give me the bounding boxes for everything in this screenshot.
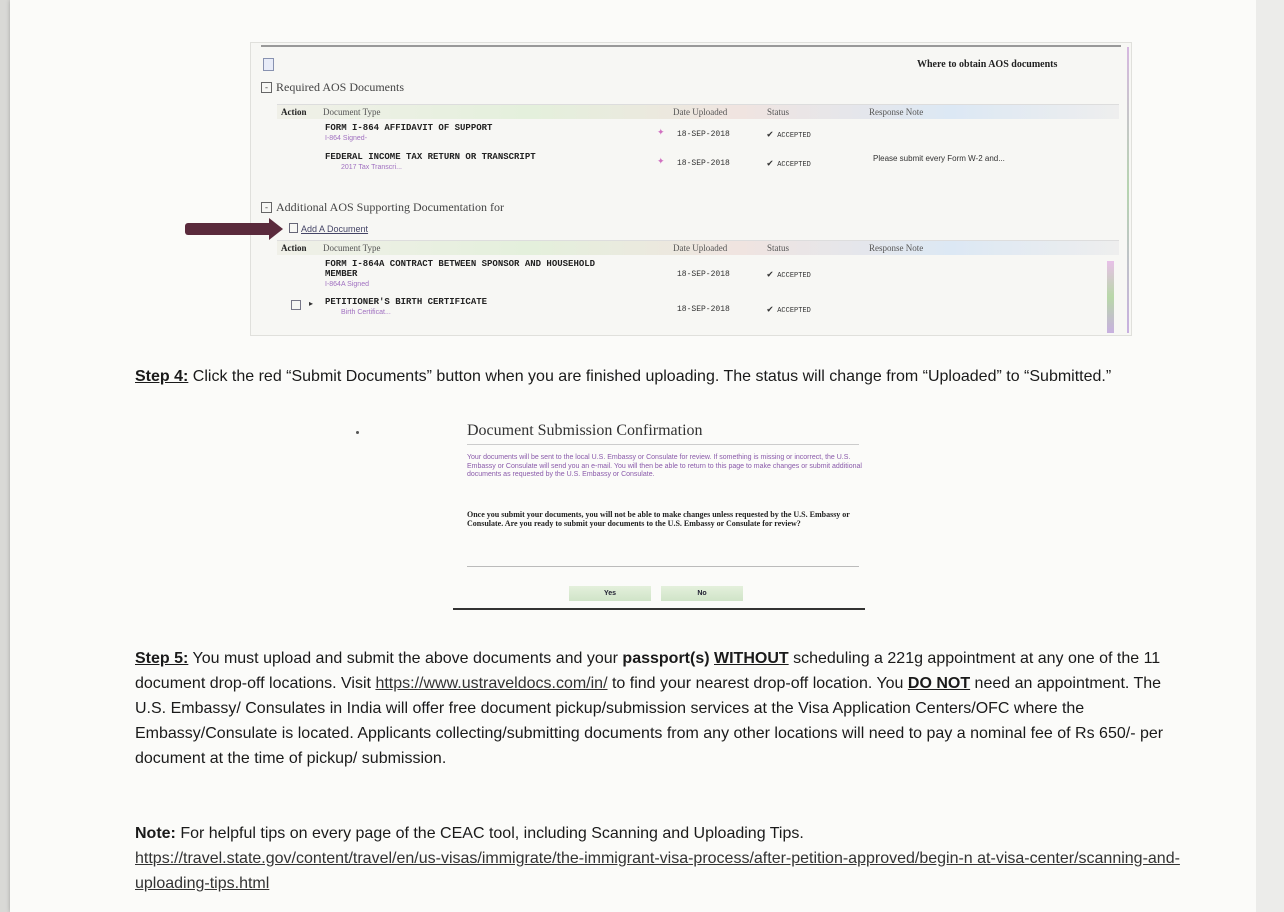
speck bbox=[356, 431, 359, 434]
step5-text-2: scheduling a 221g appointment at any one of the 11 document drop-off locations. Visit bbox=[135, 650, 1161, 692]
col-action: Action bbox=[281, 243, 307, 253]
step5-text-4: need an appointment. The U.S. Embassy/ Consulates in India will offer free document pickup/submission services at the Visa Application Centers/OFC where the Embassy/Consulate is located. Applicants collecting/submitting documents from any other locations will need to pay a nominal fee of Rs 650/- per document at the time of pickup/ submission. bbox=[135, 675, 1164, 767]
title-divider bbox=[467, 444, 859, 445]
col-date-uploaded: Date Uploaded bbox=[673, 243, 728, 253]
step5-text-1: You must upload and submit the above documents and your bbox=[188, 650, 623, 667]
step5-text-3: to find your nearest drop-off location. You bbox=[607, 675, 908, 692]
doc-type: FORM I-864 AFFIDAVIT OF SUPPORT bbox=[325, 123, 493, 133]
date-uploaded: 18-SEP-2018 bbox=[677, 270, 730, 279]
passport-emphasis: passport(s) bbox=[622, 650, 710, 667]
date-uploaded: 18-SEP-2018 bbox=[677, 159, 730, 168]
collapse-icon[interactable]: - bbox=[261, 202, 272, 213]
col-response-note: Response Note bbox=[869, 107, 924, 117]
additional-table-header bbox=[277, 240, 1119, 255]
document-icon bbox=[263, 58, 274, 71]
required-section-title: Required AOS Documents bbox=[276, 80, 404, 94]
dialog-info-text: Your documents will be sent to the local U.S. Embassy or Consulate for review. If something is missing or incorrect, the U.S. Embassy or Consulate will send you an e-mail. You will then be able to return to this page to make changes or submit additional documents as requested by the U.S. Embassy or Consulate. bbox=[467, 454, 862, 478]
doc-subtitle-link[interactable]: I-864 Signed- bbox=[325, 135, 368, 142]
attachment-icon: ✦ bbox=[657, 156, 665, 166]
check-icon: ✔ bbox=[767, 270, 774, 281]
without-emphasis: WITHOUT bbox=[714, 650, 789, 667]
response-note: Please submit every Form W-2 and... bbox=[873, 154, 1005, 163]
doc-type: PETITIONER'S BIRTH CERTIFICATE bbox=[325, 297, 488, 307]
step5-label: Step 5: bbox=[135, 650, 189, 667]
attachment-icon: ✦ bbox=[657, 127, 665, 137]
check-icon: ✔ bbox=[767, 130, 774, 141]
step4-text: Click the red “Submit Documents” button when you are finished uploading. The status will change from “Uploaded” to “Submitted.” bbox=[188, 368, 1112, 385]
do-not-emphasis: DO NOT bbox=[907, 675, 971, 692]
date-uploaded: 18-SEP-2018 bbox=[677, 130, 730, 139]
col-status: Status bbox=[767, 107, 790, 117]
yes-button[interactable]: Yes bbox=[569, 586, 651, 601]
status: ✔ ACCEPTED bbox=[767, 305, 811, 316]
col-document-type: Document Type bbox=[323, 107, 381, 117]
step4-paragraph bbox=[135, 364, 1185, 389]
add-document-icon bbox=[289, 223, 298, 233]
dialog-bottom-border bbox=[453, 608, 865, 610]
step5-paragraph bbox=[135, 646, 1185, 771]
additional-section-title: Additional AOS Supporting Documentation for bbox=[276, 200, 504, 214]
doc-subtitle-link[interactable]: 2017 Tax Transcri... bbox=[341, 164, 402, 171]
expand-arrow-icon[interactable]: ▸ bbox=[309, 299, 314, 308]
required-section-header[interactable] bbox=[261, 80, 404, 95]
top-divider bbox=[261, 45, 1121, 47]
check-icon: ✔ bbox=[767, 305, 774, 316]
add-document-link[interactable]: Add A Document bbox=[289, 223, 368, 234]
step4-label: Step 4: bbox=[135, 368, 189, 385]
date-uploaded: 18-SEP-2018 bbox=[677, 305, 730, 314]
status: ✔ ACCEPTED bbox=[767, 159, 811, 170]
ustraveldocs-link[interactable]: https://www.ustraveldocs.com/in/ bbox=[375, 675, 608, 692]
pointer-arrow-icon bbox=[185, 223, 269, 235]
row-checkbox[interactable] bbox=[291, 300, 301, 310]
doc-type: FORM I-864A CONTRACT BETWEEN SPONSOR AND HOUSEHOLD MEMBER bbox=[325, 259, 596, 279]
doc-subtitle-link[interactable]: Birth Certificat... bbox=[341, 309, 391, 316]
dialog-title: Document Submission Confirmation bbox=[467, 422, 703, 439]
scrollbar[interactable] bbox=[1107, 261, 1114, 333]
col-date-uploaded: Date Uploaded bbox=[673, 107, 728, 117]
col-document-type: Document Type bbox=[323, 243, 381, 253]
document-page bbox=[10, 0, 1256, 912]
note-text: For helpful tips on every page of the CEAC tool, including Scanning and Uploading Tips. bbox=[175, 825, 804, 842]
additional-section-header[interactable] bbox=[261, 200, 504, 215]
status: ✔ ACCEPTED bbox=[767, 130, 811, 141]
where-to-obtain-link[interactable]: Where to obtain AOS documents bbox=[917, 59, 1058, 70]
doc-subtitle-link[interactable]: I-864A Signed bbox=[325, 281, 369, 288]
status: ✔ ACCEPTED bbox=[767, 270, 811, 281]
col-status: Status bbox=[767, 243, 790, 253]
doc-type: FEDERAL INCOME TAX RETURN OR TRANSCRIPT bbox=[325, 152, 536, 162]
aos-documents-screenshot bbox=[250, 42, 1132, 336]
collapse-icon[interactable]: - bbox=[261, 82, 272, 93]
scanning-tips-link[interactable]: https://travel.state.gov/content/travel/en/us-visas/immigrate/the-immigrant-visa-process/after-petition-approved/begin-n at-visa-center/scanning-and-uploading-tips.html bbox=[135, 850, 1180, 892]
no-button[interactable]: No bbox=[661, 586, 743, 601]
note-paragraph bbox=[135, 821, 1185, 896]
submission-confirmation-screenshot bbox=[453, 418, 867, 614]
required-table-header bbox=[277, 104, 1119, 119]
right-edge-line bbox=[1127, 47, 1129, 333]
note-label: Note: bbox=[135, 825, 176, 842]
dialog-warning-text: Once you submit your documents, you will not be able to make changes unless requested by the U.S. Embassy or Consulate. Are you ready to submit your documents to the U.S. Embassy or Consulate for review? bbox=[467, 510, 850, 528]
col-action: Action bbox=[281, 107, 307, 117]
dialog-divider bbox=[467, 566, 859, 567]
check-icon: ✔ bbox=[767, 159, 774, 170]
col-response-note: Response Note bbox=[869, 243, 924, 253]
right-margin bbox=[1256, 0, 1284, 912]
